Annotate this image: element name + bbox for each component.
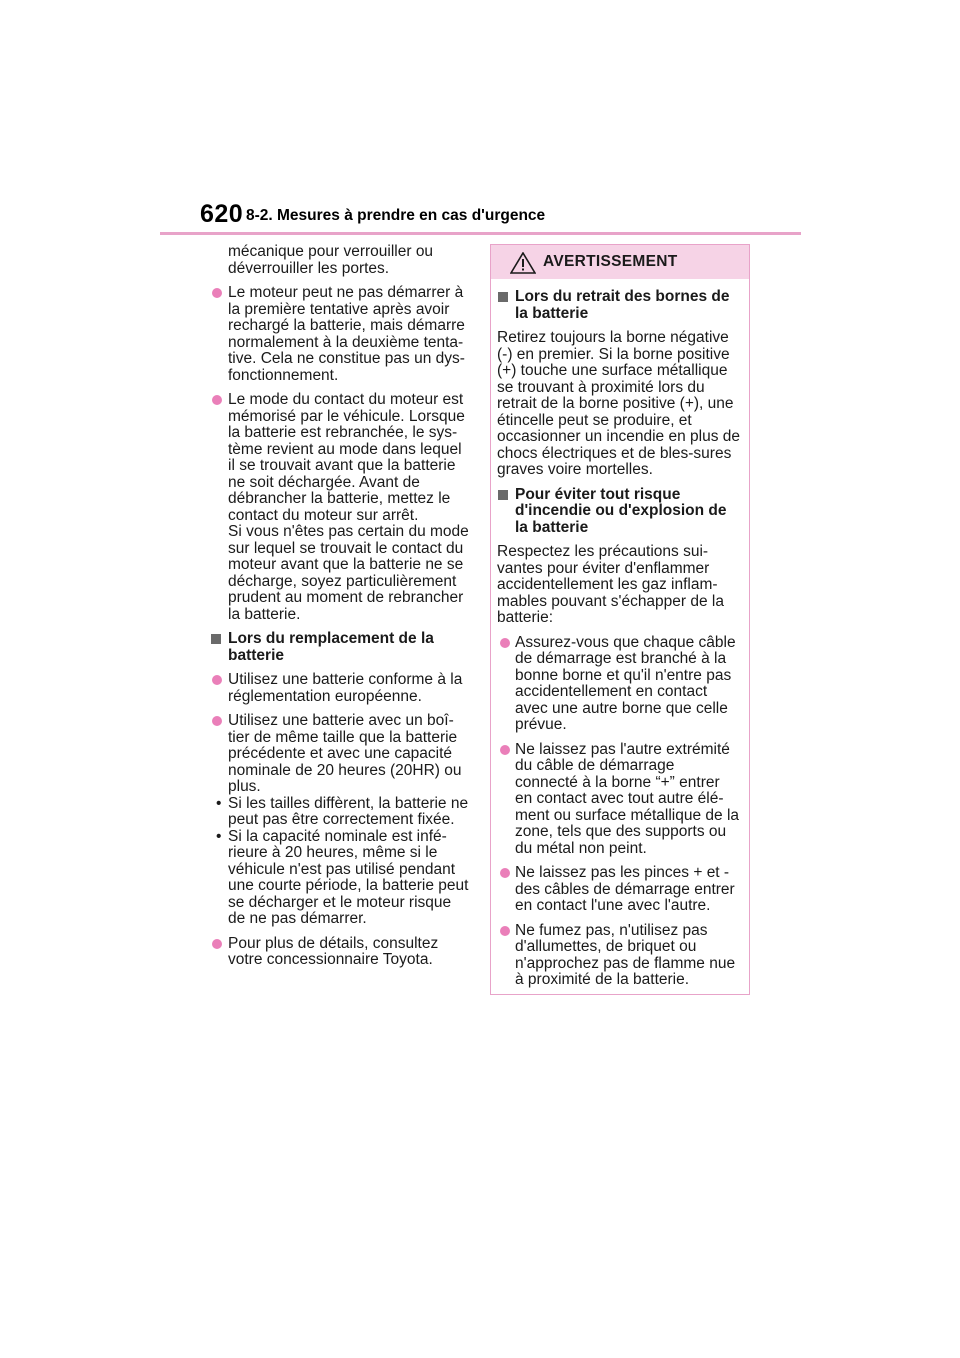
sub-list-item xyxy=(210,796,472,829)
list-item-text: Ne laissez pas les pinces + et - des câbles de démarrage entrer en contact l'une avec l'autre. xyxy=(515,864,735,914)
bullet-dot-icon xyxy=(212,939,222,949)
bullet-dot-icon xyxy=(500,868,510,878)
bullet-dot-icon xyxy=(212,716,222,726)
list-item-text: Ne fumez pas, n'utilisez pas d'allumettes, de briquet ou n'approchez pas de flamme nue à proximité de la batterie. xyxy=(515,921,736,988)
square-bullet-icon xyxy=(211,634,221,644)
page-number: 620 xyxy=(200,200,244,228)
subheading xyxy=(497,289,741,322)
list-item-text: Le mode du contact du moteur est mémorisé par le véhicule. Lorsque la batterie est rebranchée, le sys-tème revient au mode dans lequel il se trouvait avant que la batterie ne soit déchargée. Avant de débrancher la batterie, mettez le contact du moteur sur arrêt. xyxy=(228,391,465,524)
list-item xyxy=(497,635,741,734)
list-item-text: Le moteur peut ne pas démarrer à la première tentative après avoir rechargé la batterie, mais démarre normalement à la deuxième tenta-tive. Cela ne constitue pas un dys-fonctionnement. xyxy=(228,284,465,384)
list-item-text: Ne laissez pas l'autre extrémité du câble de démarrage connecté à la borne “+” entrer en contact avec tout autre élé-ment ou surface métallique de la zone, tels que des supports ou du métal non peint. xyxy=(515,740,740,857)
subheading xyxy=(210,631,472,664)
list-item-text: Utilisez une batterie conforme à la réglementation européenne. xyxy=(228,671,463,705)
list-item-text: Utilisez une batterie avec un boî-tier de même taille que la batterie précédente et avec une capacité nominale de 20 heures (20HR) ou plus. xyxy=(228,712,462,795)
paragraph: Respectez les précautions sui-vantes pour éviter d'enflammer accidentellement les gaz inflam-mables pouvant s'échapper de la batterie: xyxy=(497,543,724,626)
bullet-dot-icon xyxy=(212,675,222,685)
warning-body xyxy=(491,279,749,989)
subheading xyxy=(497,487,741,537)
bullet-dot-icon xyxy=(500,926,510,936)
warning-header xyxy=(491,245,749,279)
left-column xyxy=(210,244,472,977)
list-item xyxy=(497,865,741,915)
sub-list-item-text: Si la capacité nominale est infé-rieure à 20 heures, même si le véhicule n'est pas utilisé pendant une courte période, la batterie peut se décharger et le moteur risque de ne pas démarrer. xyxy=(228,827,469,927)
list-item xyxy=(210,392,472,623)
bullet-dot-icon xyxy=(212,395,222,405)
list-item xyxy=(210,713,472,796)
intro-text: mécanique pour verrouiller ou déverrouiller les portes. xyxy=(228,243,434,277)
warning-triangle-icon xyxy=(510,252,536,274)
list-item xyxy=(210,285,472,384)
subheading-text: Lors du remplacement de la batterie xyxy=(228,630,434,664)
bullet-dot-icon xyxy=(500,745,510,755)
list-item xyxy=(497,742,741,858)
paragraph: Retirez toujours la borne négative (-) en premier. Si la borne positive (+) touche une surface métallique se trouvant à proximité lors du retrait de la borne positive (+), une étincelle peut se produire, et occasionner un incendie en plus de chocs électriques et de bles-sures graves voire mortelles. xyxy=(497,329,741,478)
list-item xyxy=(497,923,741,989)
list-item-text: Pour plus de détails, consultez votre concessionnaire Toyota. xyxy=(228,934,439,968)
warning-title: AVERTISSEMENT xyxy=(543,253,678,270)
list-item xyxy=(210,672,472,705)
header-divider xyxy=(160,232,801,235)
section-title: 8-2. Mesures à prendre en cas d'urgence xyxy=(246,207,546,224)
square-bullet-icon xyxy=(498,292,508,302)
page-header xyxy=(200,200,800,234)
bullet-dot-icon xyxy=(500,638,510,648)
square-bullet-icon xyxy=(498,490,508,500)
subheading-text: Pour éviter tout risque d'incendie ou d'explosion de la batterie xyxy=(515,485,727,536)
list-item-text: Si vous n'êtes pas certain du mode sur lequel se trouvait le contact du moteur avant que la batterie ne se décharge, soyez particulièrement prudent au moment de rebrancher la batterie. xyxy=(228,523,469,623)
bullet-dot-icon xyxy=(212,288,222,298)
dash-bullet-icon: • xyxy=(216,794,222,812)
list-item-text: Assurez-vous que chaque câble de démarrage est branché à la bonne borne et qu'il n'entre pas accidentellement en contact avec une autre borne que celle prévue. xyxy=(515,633,736,733)
list-item xyxy=(210,936,472,969)
sub-list-item-text: Si les tailles diffèrent, la batterie ne peut pas être correctement fixée. xyxy=(228,794,469,828)
sub-list-item xyxy=(210,829,472,928)
dash-bullet-icon: • xyxy=(216,827,222,845)
warning-box xyxy=(490,244,750,995)
subheading-text: Lors du retrait des bornes de la batterie xyxy=(515,288,730,322)
